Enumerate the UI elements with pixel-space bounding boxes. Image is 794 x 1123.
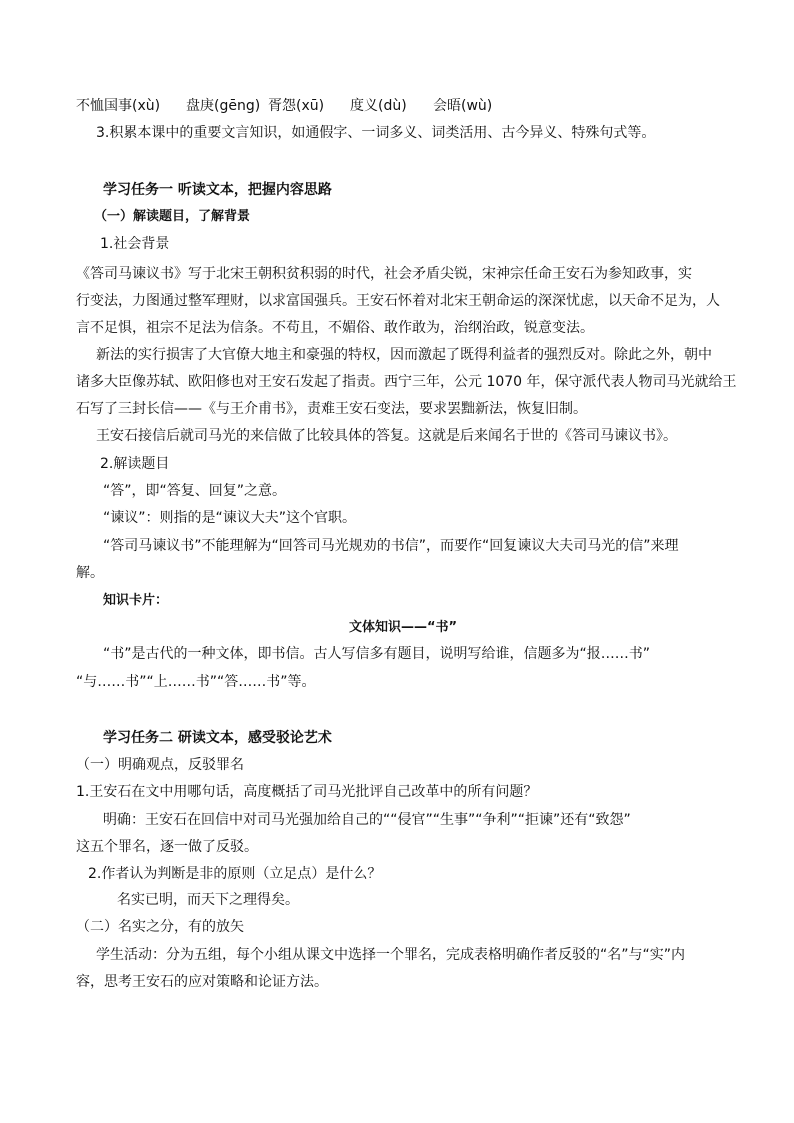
vocab-item: 不恤国事(xù) bbox=[76, 98, 161, 114]
question-2: 2.作者认为判断是非的原则（立足点）是什么？ bbox=[88, 866, 382, 882]
background-paragraph-3: 王安石接信后就司马光的来信做了比较具体的答复。这就是后来闻名于世的《答司马谏议书》。 bbox=[96, 428, 677, 444]
knowledge-card-label: 知识卡片： bbox=[103, 593, 169, 608]
background-paragraph-1-line: 言不足惧，祖宗不足法为信条。不苟且，不媚俗、敢作敢为，治纲治政，锐意变法。 bbox=[76, 320, 594, 336]
vocab-item: 会晤(wù) bbox=[433, 98, 493, 114]
background-paragraph-1-line: 《答司马谏议书》写于北宋王朝积贫积弱的时代，社会矛盾尖锐，宋神宗任命王安石为参知政事，实 bbox=[76, 266, 692, 282]
task2-title: 学习任务二 研读文本，感受驳论艺术 bbox=[103, 730, 332, 746]
title-explanation-3-line: “答司马谏议书”不能理解为“回答司马光规劝的书信”，而要作“回复谏议大夫司马光的信”来理 bbox=[103, 538, 679, 554]
task1-subheading-1: （一）解读题目，了解背景 bbox=[94, 209, 251, 224]
answer-1-line: 明确：王安石在回信中对司马光强加给自己的““侵官”“生事”“争利”“拒谏”还有“致怨” bbox=[103, 812, 631, 828]
vocab-list bbox=[76, 96, 492, 116]
task1-heading-social: 1.社会背景 bbox=[100, 236, 170, 252]
vocab-item: 度义(dù) bbox=[350, 98, 407, 114]
task2-subheading-1: （一）明确观点，反驳罪名 bbox=[76, 757, 244, 773]
answer-2: 名实已明，而天下之理得矣。 bbox=[117, 892, 299, 908]
title-explanation-1: “答”，即“答复、回复”之意。 bbox=[103, 483, 287, 499]
background-paragraph-1-line: 行变法，力图通过整军理财，以求富国强兵。王安石怀着对北宋王朝命运的深深忧虑，以天命不足为，人 bbox=[76, 293, 720, 309]
answer-1-line: 这五个罪名，逐一做了反驳。 bbox=[76, 839, 258, 855]
vocab-item: 胥怨(xū) bbox=[268, 98, 325, 114]
knowledge-card-title: 文体知识——“书” bbox=[349, 620, 458, 635]
vocab-item: 盘庚(gēng) bbox=[186, 98, 261, 114]
goal-3: 3.积累本课中的重要文言知识，如通假字、一词多义、词类活用、古今异义、特殊句式等。 bbox=[96, 125, 656, 141]
task2-subheading-2: （二）名实之分，有的放矢 bbox=[76, 919, 244, 935]
task1-title: 学习任务一 听读文本，把握内容思路 bbox=[103, 182, 332, 198]
task1-heading-title: 2.解读题目 bbox=[100, 456, 170, 472]
background-paragraph-2-line: 诸多大臣像苏轼、欧阳修也对王安石发起了指责。西宁三年，公元 1070 年，保守派代表人物司马光就给王 bbox=[76, 374, 737, 390]
knowledge-card-text-line: “书”是古代的一种文体，即书信。古人写信多有题目，说明写给谁，信题多为“报……书” bbox=[103, 646, 651, 662]
knowledge-card-text-line: “与……书”“上……书”“答……书”等。 bbox=[76, 674, 316, 690]
background-paragraph-2-line: 新法的实行损害了大官僚大地主和豪强的特权，因而激起了既得利益者的强烈反对。除此之外，朝中 bbox=[96, 347, 712, 363]
title-explanation-2: “谏议”：则指的是“谏议大夫”这个官职。 bbox=[103, 510, 357, 526]
question-1: 1.王安石在文中用哪句话，高度概括了司马光批评自己改革中的所有问题？ bbox=[76, 784, 538, 800]
student-activity-line: 学生活动：分为五组，每个小组从课文中选择一个罪名，完成表格明确作者反驳的“名”与“实”内 bbox=[96, 947, 686, 963]
title-explanation-3-line: 解。 bbox=[76, 565, 104, 581]
student-activity-line: 容，思考王安石的应对策略和论证方法。 bbox=[76, 974, 328, 990]
background-paragraph-2-line: 石写了三封长信——《与王介甫书》，责难王安石变法，要求罢黜新法，恢复旧制。 bbox=[76, 401, 587, 417]
